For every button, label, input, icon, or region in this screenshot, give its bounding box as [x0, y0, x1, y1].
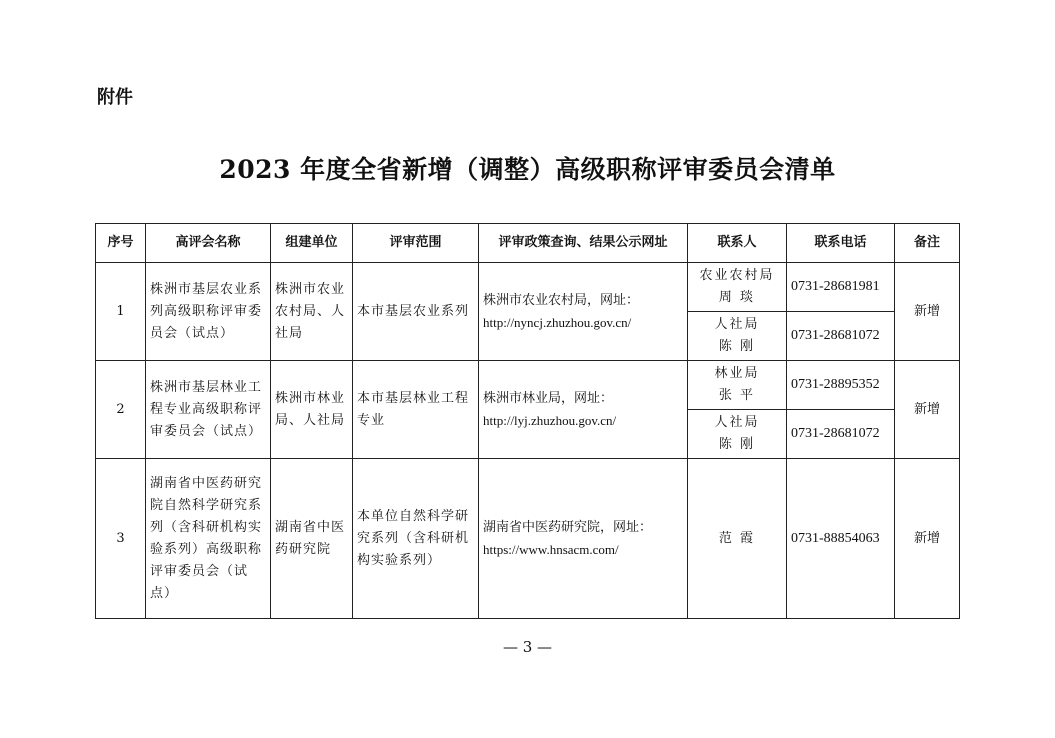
contact-dept: 农业农村局	[699, 268, 775, 283]
table-row	[96, 263, 960, 312]
row-scope: 本市基层林业工程专业	[353, 361, 479, 459]
row-org: 株洲市农业农村局、人社局	[271, 263, 353, 361]
contact-person: 陈 刚	[718, 437, 756, 452]
row-no: 1	[96, 263, 146, 361]
table-header-row	[96, 224, 960, 263]
row-org: 湖南省中医药研究院	[271, 459, 353, 619]
row-site-url[interactable]: https://www.hnsacm.com/	[483, 541, 619, 557]
col-header-site: 评审政策查询、结果公示网址	[479, 224, 688, 263]
row-site	[479, 459, 688, 619]
page-number: — 3 —	[502, 638, 553, 656]
row-no: 2	[96, 361, 146, 459]
committee-table	[95, 223, 960, 619]
col-header-remark: 备注	[895, 224, 960, 263]
col-header-scope: 评审范围	[353, 224, 479, 263]
contact-person: 陈 刚	[718, 339, 756, 354]
row-contact	[688, 459, 787, 619]
col-header-phone: 联系电话	[787, 224, 895, 263]
row-site-url[interactable]: http://lyj.zhuzhou.gov.cn/	[483, 412, 617, 428]
row-site-text: 株洲市农业农村局，网址：	[483, 292, 640, 308]
document-title: 2023 年度全省新增（调整）高级职称评审委员会清单	[219, 155, 836, 184]
row-phone: 0731-28895352	[787, 361, 895, 410]
contact-dept: 人社局	[714, 317, 760, 332]
row-remark: 新增	[895, 361, 960, 459]
row-no: 3	[96, 459, 146, 619]
row-committee-name: 株洲市基层农业系列高级职称评审委员会（试点）	[146, 263, 271, 361]
contact-person: 周 琰	[718, 290, 756, 305]
row-phone: 0731-28681072	[787, 312, 895, 361]
row-contact	[688, 361, 787, 410]
col-header-contact: 联系人	[688, 224, 787, 263]
col-header-no: 序号	[96, 224, 146, 263]
row-site	[479, 263, 688, 361]
row-contact	[688, 263, 787, 312]
attachment-label: 附件	[97, 87, 133, 108]
row-scope: 本市基层农业系列	[353, 263, 479, 361]
row-remark: 新增	[895, 263, 960, 361]
row-committee-name: 湖南省中医药研究院自然科学研究系列（含科研机构实验系列）高级职称评审委员会（试点）	[146, 459, 271, 619]
row-phone: 0731-28681072	[787, 410, 895, 459]
row-site-text: 株洲市林业局，网址：	[483, 390, 614, 406]
row-committee-name: 株洲市基层林业工程专业高级职称评审委员会（试点）	[146, 361, 271, 459]
row-site-text: 湖南省中医药研究院，网址：	[483, 519, 653, 535]
col-header-org: 组建单位	[271, 224, 353, 263]
contact-person: 范 霞	[718, 530, 756, 546]
row-contact	[688, 312, 787, 361]
row-site	[479, 361, 688, 459]
contact-person: 张 平	[718, 388, 756, 403]
table-row	[96, 459, 960, 619]
table-row	[96, 361, 960, 410]
row-contact	[688, 410, 787, 459]
col-header-name: 高评会名称	[146, 224, 271, 263]
contact-dept: 人社局	[714, 415, 760, 430]
contact-dept: 林业局	[714, 366, 760, 381]
row-site-url[interactable]: http://nyncj.zhuzhou.gov.cn/	[483, 314, 632, 330]
row-phone: 0731-88854063	[787, 459, 895, 619]
row-org: 株洲市林业局、人社局	[271, 361, 353, 459]
row-remark: 新增	[895, 459, 960, 619]
row-phone: 0731-28681981	[787, 263, 895, 312]
row-scope: 本单位自然科学研究系列（含科研机构实验系列）	[353, 459, 479, 619]
